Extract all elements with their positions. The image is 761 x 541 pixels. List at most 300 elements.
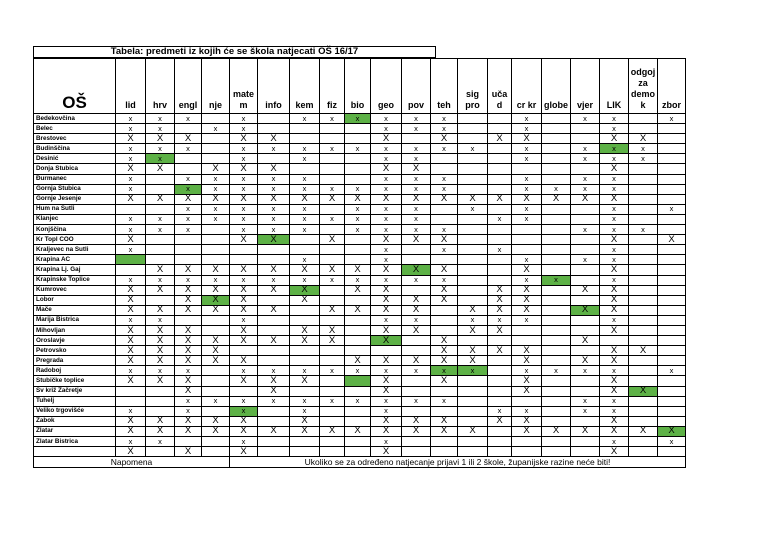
subject-cell: x xyxy=(571,225,600,235)
subjects-table-wrapper xyxy=(33,46,686,468)
school-name: Zlatar xyxy=(34,426,116,436)
subject-cell: X xyxy=(600,194,629,204)
subject-cell xyxy=(542,154,571,164)
subject-cell xyxy=(571,204,600,214)
subject-cell: x xyxy=(146,124,175,134)
subject-cell xyxy=(512,336,542,346)
subject-cell: x xyxy=(258,174,290,184)
subject-cell: x xyxy=(658,437,686,447)
subject-cell xyxy=(458,134,488,144)
subject-cell: X xyxy=(571,336,600,346)
subject-cell: X xyxy=(175,265,202,275)
table-row xyxy=(34,245,686,255)
subject-cell: x xyxy=(488,315,512,325)
subject-cell: x xyxy=(116,124,146,134)
subject-cell xyxy=(629,275,658,285)
subject-cell: X xyxy=(402,305,431,315)
subject-cell: x xyxy=(571,396,600,406)
subject-cell xyxy=(202,366,230,376)
school-name: Krapinske Toplice xyxy=(34,275,116,285)
subject-cell: X xyxy=(320,235,345,245)
subject-cell xyxy=(402,406,431,416)
subject-cell: x xyxy=(175,204,202,214)
subject-header-kem: kem xyxy=(290,59,320,114)
subject-cell: X xyxy=(258,285,290,295)
subject-cell: x xyxy=(290,174,320,184)
subject-cell: x xyxy=(600,245,629,255)
subject-cell: x xyxy=(202,396,230,406)
subject-cell: x xyxy=(600,315,629,325)
subject-cell: X xyxy=(402,426,431,436)
subject-cell: X xyxy=(600,346,629,356)
subject-cell: X xyxy=(345,426,371,436)
subject-cell xyxy=(202,225,230,235)
subject-header-fiz: fiz xyxy=(320,59,345,114)
subject-cell xyxy=(116,396,146,406)
subject-cell xyxy=(542,356,571,366)
subject-cell xyxy=(488,164,512,174)
subject-cell: x xyxy=(230,154,258,164)
subject-cell xyxy=(658,184,686,194)
subject-cell xyxy=(658,154,686,164)
table-row xyxy=(34,204,686,214)
subject-cell: x xyxy=(402,124,431,134)
subject-cell: x xyxy=(258,275,290,285)
subject-cell: x xyxy=(600,396,629,406)
subject-cell: x xyxy=(431,144,458,154)
subject-cell xyxy=(629,315,658,325)
subject-cell: x xyxy=(116,174,146,184)
subject-cell xyxy=(345,437,371,447)
subject-cell xyxy=(290,134,320,144)
subject-header-bio: bio xyxy=(345,59,371,114)
subject-cell xyxy=(629,214,658,224)
subject-cell: x xyxy=(512,184,542,194)
subject-cell: x xyxy=(116,144,146,154)
subject-cell xyxy=(290,305,320,315)
subject-cell: X xyxy=(116,416,146,426)
subject-cell: x xyxy=(600,255,629,265)
subject-cell: x xyxy=(431,114,458,124)
subject-cell: X xyxy=(629,426,658,436)
subject-cell: x xyxy=(116,154,146,164)
subject-cell xyxy=(488,204,512,214)
subject-cell xyxy=(542,437,571,447)
subject-cell xyxy=(629,305,658,315)
subject-cell: x xyxy=(371,366,402,376)
subject-cell xyxy=(542,134,571,144)
subject-cell xyxy=(402,336,431,346)
subject-cell xyxy=(202,406,230,416)
subject-cell xyxy=(258,295,290,305)
subject-cell xyxy=(629,406,658,416)
subject-cell xyxy=(571,325,600,335)
subject-cell: X xyxy=(175,356,202,366)
subject-cell xyxy=(320,416,345,426)
subject-cell xyxy=(345,325,371,335)
subject-cell: x xyxy=(371,114,402,124)
subject-cell: X xyxy=(571,194,600,204)
subject-header-nje: nje xyxy=(202,59,230,114)
subject-cell xyxy=(542,225,571,235)
subject-cell: X xyxy=(371,194,402,204)
subject-cell xyxy=(230,245,258,255)
subject-cell: x xyxy=(230,114,258,124)
subject-cell: X xyxy=(371,305,402,315)
subject-cell: x xyxy=(600,184,629,194)
subject-cell: X xyxy=(629,134,658,144)
table-row xyxy=(34,426,686,436)
subject-cell xyxy=(146,386,175,396)
table-row xyxy=(34,225,686,235)
subject-cell xyxy=(202,376,230,386)
school-name: Brestovec xyxy=(34,134,116,144)
subject-cell xyxy=(458,124,488,134)
subject-cell: x xyxy=(320,366,345,376)
subject-cell xyxy=(345,245,371,255)
subject-cell: x xyxy=(571,255,600,265)
table-row xyxy=(34,174,686,184)
subject-cell xyxy=(258,346,290,356)
subject-cell: X xyxy=(202,416,230,426)
subject-cell: X xyxy=(146,265,175,275)
subject-cell: x xyxy=(175,225,202,235)
subject-cell xyxy=(175,164,202,174)
subject-cell: X xyxy=(600,134,629,144)
school-name: Kumrovec xyxy=(34,285,116,295)
subject-cell xyxy=(146,295,175,305)
subject-cell xyxy=(431,447,458,457)
subject-cell: X xyxy=(458,346,488,356)
school-name: Konjščina xyxy=(34,225,116,235)
subject-cell: X xyxy=(258,235,290,245)
subject-cell xyxy=(320,376,345,386)
subject-cell: x xyxy=(146,144,175,154)
subject-cell: X xyxy=(116,376,146,386)
subject-cell xyxy=(290,386,320,396)
subject-cell: x xyxy=(512,114,542,124)
subject-cell: x xyxy=(371,406,402,416)
subject-cell: X xyxy=(202,295,230,305)
subject-cell: x xyxy=(320,275,345,285)
subject-cell xyxy=(320,124,345,134)
subject-cell xyxy=(512,437,542,447)
subject-cell xyxy=(431,437,458,447)
subject-cell xyxy=(658,214,686,224)
subject-cell xyxy=(258,416,290,426)
subject-cell: X xyxy=(230,447,258,457)
subject-cell: x xyxy=(629,144,658,154)
subject-cell xyxy=(320,245,345,255)
subject-cell xyxy=(571,164,600,174)
subject-cell: X xyxy=(512,356,542,366)
subject-cell xyxy=(658,315,686,325)
subject-cell: X xyxy=(320,325,345,335)
subject-cell: x xyxy=(431,366,458,376)
subject-cell xyxy=(658,144,686,154)
subject-cell xyxy=(571,124,600,134)
subject-cell: X xyxy=(116,235,146,245)
subject-cell: X xyxy=(458,356,488,366)
subject-header-info: info xyxy=(258,59,290,114)
subject-cell: x xyxy=(320,184,345,194)
subject-cell xyxy=(629,325,658,335)
subject-cell: X xyxy=(600,235,629,245)
subject-cell: x xyxy=(345,275,371,285)
subject-cell: x xyxy=(258,204,290,214)
subject-cell: X xyxy=(431,336,458,346)
school-name: Oroslavje xyxy=(34,336,116,346)
subject-cell xyxy=(512,164,542,174)
subject-cell: X xyxy=(116,336,146,346)
subject-cell: x xyxy=(371,315,402,325)
subject-cell: x xyxy=(146,315,175,325)
subject-cell: x xyxy=(402,275,431,285)
table-row xyxy=(34,416,686,426)
subject-cell xyxy=(571,245,600,255)
subject-cell xyxy=(345,235,371,245)
subject-cell xyxy=(658,447,686,457)
subject-cell xyxy=(345,386,371,396)
subject-cell xyxy=(458,184,488,194)
subject-cell xyxy=(146,174,175,184)
subject-cell xyxy=(402,437,431,447)
subject-cell xyxy=(658,134,686,144)
subject-cell: x xyxy=(371,255,402,265)
subject-cell: x xyxy=(371,214,402,224)
school-name: Tuhelj xyxy=(34,396,116,406)
subject-cell: X xyxy=(542,426,571,436)
subject-cell: X xyxy=(258,376,290,386)
subject-cell xyxy=(571,134,600,144)
subject-cell xyxy=(345,134,371,144)
subject-cell: X xyxy=(371,356,402,366)
table-row xyxy=(34,275,686,285)
subject-cell: X xyxy=(571,285,600,295)
subject-cell: X xyxy=(290,416,320,426)
subject-cell xyxy=(402,376,431,386)
subject-cell: x xyxy=(571,154,600,164)
subject-cell: x xyxy=(175,396,202,406)
subject-cell: X xyxy=(629,346,658,356)
subject-cell xyxy=(629,174,658,184)
subject-cell xyxy=(175,255,202,265)
subject-cell xyxy=(658,174,686,184)
subject-cell xyxy=(571,386,600,396)
subject-cell xyxy=(542,295,571,305)
subject-cell xyxy=(458,285,488,295)
subject-cell xyxy=(146,204,175,214)
subject-cell xyxy=(258,406,290,416)
subject-cell: x xyxy=(175,406,202,416)
subject-cell xyxy=(488,124,512,134)
subject-cell: x xyxy=(371,154,402,164)
subject-cell xyxy=(402,447,431,457)
subject-cell: X xyxy=(202,336,230,346)
subject-cell: x xyxy=(600,174,629,184)
subject-cell: x xyxy=(345,114,371,124)
subject-cell: x xyxy=(258,184,290,194)
subject-cell: X xyxy=(371,134,402,144)
school-name: Belec xyxy=(34,124,116,134)
subject-cell xyxy=(542,346,571,356)
subject-cell: X xyxy=(175,325,202,335)
subject-cell xyxy=(458,386,488,396)
subject-cell xyxy=(345,315,371,325)
subject-cell: X xyxy=(146,325,175,335)
subject-cell xyxy=(458,447,488,457)
subject-cell xyxy=(258,356,290,366)
subject-cell xyxy=(175,154,202,164)
subject-cell: x xyxy=(431,396,458,406)
subject-cell: x xyxy=(175,184,202,194)
school-name: Desinić xyxy=(34,154,116,164)
header-row xyxy=(34,59,686,114)
subject-cell: X xyxy=(175,134,202,144)
subject-cell: x xyxy=(146,275,175,285)
subject-cell xyxy=(629,245,658,255)
subject-cell: X xyxy=(402,325,431,335)
subject-header-LIK: LIK xyxy=(600,59,629,114)
subject-cell xyxy=(320,285,345,295)
subject-cell xyxy=(116,204,146,214)
subject-cell xyxy=(458,416,488,426)
subject-cell: X xyxy=(230,295,258,305)
subject-cell: x xyxy=(571,366,600,376)
subject-cell: x xyxy=(658,204,686,214)
school-column-header: OŠ xyxy=(34,59,116,114)
subject-cell: x xyxy=(175,114,202,124)
subject-cell: X xyxy=(402,235,431,245)
subject-cell xyxy=(542,204,571,214)
subject-cell xyxy=(258,437,290,447)
subject-cell: x xyxy=(230,144,258,154)
school-name: Marija Bistrica xyxy=(34,315,116,325)
subject-cell: x xyxy=(488,406,512,416)
subject-cell xyxy=(202,134,230,144)
subject-cell: X xyxy=(258,194,290,204)
subject-cell: X xyxy=(202,194,230,204)
subject-cell: x xyxy=(402,225,431,235)
subject-cell xyxy=(542,164,571,174)
subject-cell: x xyxy=(146,437,175,447)
subject-cell: x xyxy=(290,114,320,124)
subject-cell: x xyxy=(600,406,629,416)
footer-label: Napomena xyxy=(34,457,230,468)
subject-cell: x xyxy=(146,154,175,164)
subject-cell: X xyxy=(290,295,320,305)
subject-cell: X xyxy=(431,416,458,426)
subject-cell xyxy=(629,376,658,386)
subject-cell xyxy=(488,437,512,447)
subject-cell xyxy=(175,315,202,325)
subject-cell xyxy=(488,154,512,164)
subject-cell xyxy=(146,406,175,416)
subject-cell: x xyxy=(629,154,658,164)
table-row xyxy=(34,255,686,265)
subject-cell: x xyxy=(600,214,629,224)
subject-cell: X xyxy=(175,285,202,295)
school-name: Kraljevec na Sutli xyxy=(34,245,116,255)
school-name: Donja Stubica xyxy=(34,164,116,174)
subject-cell: X xyxy=(230,194,258,204)
subject-cell: X xyxy=(230,426,258,436)
subject-cell: X xyxy=(512,416,542,426)
subject-cell xyxy=(202,144,230,154)
subject-cell: x xyxy=(458,366,488,376)
table-row xyxy=(34,437,686,447)
subject-cell xyxy=(542,124,571,134)
subject-cell xyxy=(402,285,431,295)
subject-cell: X xyxy=(371,164,402,174)
subject-cell: x xyxy=(116,437,146,447)
subject-cell xyxy=(542,245,571,255)
table-row xyxy=(34,144,686,154)
subject-cell: x xyxy=(290,184,320,194)
subject-cell xyxy=(402,134,431,144)
subject-cell: X xyxy=(258,305,290,315)
subject-cell xyxy=(629,295,658,305)
subject-cell xyxy=(116,255,146,265)
subject-cell xyxy=(542,376,571,386)
subject-cell xyxy=(512,396,542,406)
subject-cell: X xyxy=(230,134,258,144)
subject-cell: x xyxy=(571,144,600,154)
subject-cell: x xyxy=(230,396,258,406)
subject-cell: x xyxy=(571,114,600,124)
school-name: Gornje Jesenje xyxy=(34,194,116,204)
subject-cell xyxy=(146,396,175,406)
subject-cell xyxy=(202,325,230,335)
subject-cell: x xyxy=(230,204,258,214)
subject-cell: X xyxy=(371,235,402,245)
subject-cell: x xyxy=(512,204,542,214)
subject-cell xyxy=(258,447,290,457)
subject-cell xyxy=(458,214,488,224)
subject-cell: X xyxy=(230,336,258,346)
subject-cell: x xyxy=(431,245,458,255)
subject-cell xyxy=(202,154,230,164)
subject-cell xyxy=(629,114,658,124)
subject-cell xyxy=(202,235,230,245)
subject-cell xyxy=(571,437,600,447)
subject-cell: x xyxy=(571,184,600,194)
subject-cell: X xyxy=(345,285,371,295)
subject-header-geo: geo xyxy=(371,59,402,114)
subject-cell: X xyxy=(488,285,512,295)
subject-cell xyxy=(629,447,658,457)
subject-cell: x xyxy=(230,406,258,416)
subject-cell: X xyxy=(146,346,175,356)
subject-cell xyxy=(512,325,542,335)
subject-cell xyxy=(458,245,488,255)
subject-cell: x xyxy=(345,396,371,406)
subject-cell: x xyxy=(512,315,542,325)
subject-cell: x xyxy=(512,255,542,265)
subject-cell: X xyxy=(116,194,146,204)
subject-cell: x xyxy=(629,225,658,235)
subject-cell: x xyxy=(371,124,402,134)
subject-cell xyxy=(629,336,658,346)
subject-cell: X xyxy=(371,426,402,436)
subject-cell: X xyxy=(458,194,488,204)
subject-cell xyxy=(658,275,686,285)
table-row xyxy=(34,386,686,396)
subject-cell xyxy=(290,356,320,366)
subject-cell: x xyxy=(202,214,230,224)
subject-cell: x xyxy=(371,396,402,406)
subject-cell: X xyxy=(146,134,175,144)
